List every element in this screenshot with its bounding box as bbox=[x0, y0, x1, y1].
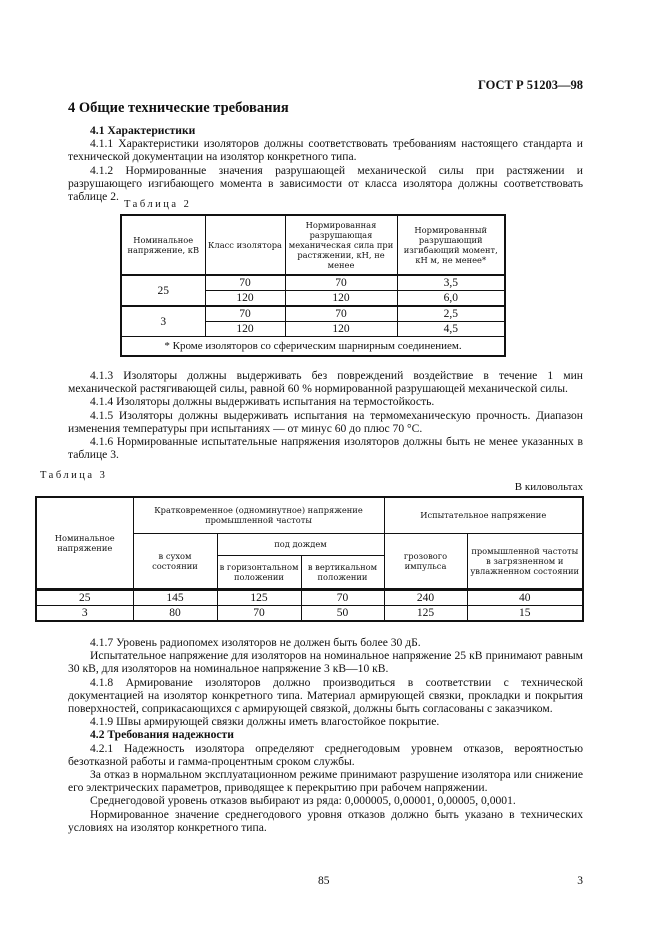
header-cell: промышленной частоты в загрязненном и увлажненном состоянии bbox=[467, 533, 583, 589]
paragraph: Нормированное значение среднегодового уровня отказов должно быть указано в технических условиях на изолятор конкретного типа. bbox=[68, 807, 583, 834]
cell: 80 bbox=[133, 605, 217, 621]
table-header-row bbox=[36, 497, 583, 533]
cell: 70 bbox=[205, 275, 285, 291]
table-header-row bbox=[121, 215, 505, 275]
cell: 3 bbox=[121, 306, 205, 337]
header-cell: Нормированный разрушающий изгибающий момент, кН м, не менее* bbox=[397, 215, 505, 275]
paragraph: Испытательное напряжение для изоляторов на номинальное напряжение 25 кВ принимают равным 30 кВ, для изоляторов на номинальное напряжение 3 кВ—10 кВ. bbox=[68, 649, 583, 676]
cell: 6,0 bbox=[397, 291, 505, 307]
cell: 120 bbox=[285, 291, 397, 307]
cell: 15 bbox=[467, 605, 583, 621]
cell: 240 bbox=[384, 589, 467, 605]
cell: 125 bbox=[217, 589, 301, 605]
paragraph: 4.1.5 Изоляторы должны выдерживать испытания на термомеханическую прочность. Диапазон изменения температуры при испытаниях — от минус 60 до плюс 70 °С. bbox=[68, 408, 583, 435]
header-cell: Кратковременное (одноминутное) напряжение промышленной частоты bbox=[133, 497, 384, 533]
cell: 120 bbox=[205, 322, 285, 337]
paragraph: 4.1.2 Нормированные значения разрушающей механической силы при растяжении и разрушающего изгибающего момента в зависимости от класса изолятора должны соответствовать таблице 2. bbox=[68, 163, 583, 204]
cell: 120 bbox=[285, 322, 397, 337]
page-number-right: 3 bbox=[577, 875, 583, 887]
cell: 25 bbox=[121, 275, 205, 306]
paragraph: Среднегодовой уровень отказов выбирают из ряда: 0,000005, 0,00001, 0,00005, 0,0001. bbox=[90, 794, 516, 808]
table-footnote-row bbox=[121, 337, 505, 357]
section-title: 4 Общие технические требования bbox=[68, 100, 289, 116]
block-1 bbox=[68, 124, 583, 203]
paragraph: 4.1.9 Швы армирующей связки должны иметь влагостойкое покрытие. bbox=[90, 715, 440, 729]
block-3 bbox=[68, 636, 583, 834]
cell: 70 bbox=[205, 306, 285, 322]
table-footnote: * Кроме изоляторов со сферическим шарнирным соединением. bbox=[121, 337, 505, 357]
cell: 70 bbox=[285, 275, 397, 291]
document-code: ГОСТ Р 51203—98 bbox=[477, 78, 583, 92]
paragraph: 4.1.1 Характеристики изоляторов должны соответствовать требованиям настоящего стандарта и технической документации на изолятор конкретного типа. bbox=[68, 137, 583, 164]
subsection-heading: 4.2 Требования надежности bbox=[90, 728, 234, 742]
table-row bbox=[121, 306, 505, 322]
subsection-heading: 4.1 Характеристики bbox=[90, 124, 196, 137]
paragraph: 4.2.1 Надежность изолятора определяют среднегодовым уровнем отказов, вероятностью безотказной работы и гамма-процентным сроком службы. bbox=[68, 741, 583, 768]
paragraph: За отказ в нормальном эксплуатационном режиме принимают разрушение изолятора или снижение его электрических параметров, приводящее к перекрытию при рабочем напряжении. bbox=[68, 768, 583, 795]
table-3-units: В киловольтах bbox=[514, 481, 583, 493]
header-cell: в горизонтальном положении bbox=[217, 555, 301, 589]
paragraph: 4.1.7 Уровень радиопомех изоляторов не должен быть более 30 дБ. bbox=[90, 636, 421, 649]
cell: 2,5 bbox=[397, 306, 505, 322]
cell: 145 bbox=[133, 589, 217, 605]
cell: 4,5 bbox=[397, 322, 505, 337]
cell: 70 bbox=[301, 589, 384, 605]
header-cell: Номинальное напряжение, кВ bbox=[121, 215, 205, 275]
table-2-caption: Таблица 2 bbox=[124, 199, 192, 210]
header-cell: Номинальное напряжение bbox=[36, 497, 133, 589]
header-cell: в сухом состоянии bbox=[133, 533, 217, 589]
cell: 125 bbox=[384, 605, 467, 621]
cell: 3 bbox=[36, 605, 133, 621]
table-3 bbox=[35, 496, 584, 622]
block-2 bbox=[68, 369, 583, 461]
cell: 70 bbox=[217, 605, 301, 621]
cell: 3,5 bbox=[397, 275, 505, 291]
page-number-center: 85 bbox=[318, 875, 330, 887]
paragraph: 4.1.4 Изоляторы должны выдерживать испытания на термостойкость. bbox=[90, 395, 435, 409]
table-3-caption: Таблица 3 bbox=[40, 470, 108, 481]
paragraph: 4.1.8 Армирование изоляторов должно производиться в соответствии с технической документацией на изолятор конкретного типа. Материал армирующей связки, прокладки и покрытия поверхностей, соприкасающихся с армирующей связкой, должны быть согласованы с заказчиком. bbox=[68, 675, 583, 716]
table-row bbox=[121, 275, 505, 291]
table-row bbox=[36, 589, 583, 605]
paragraph: 4.1.3 Изоляторы должны выдерживать без повреждений воздействие в течение 1 мин механической растягивающей силы, равной 60 % нормированной разрушающей механической силы. bbox=[68, 369, 583, 396]
cell: 120 bbox=[205, 291, 285, 307]
header-cell: Нормированная разрушающая механическая сила при растяжении, кН, не менее bbox=[285, 215, 397, 275]
table-row bbox=[36, 605, 583, 621]
header-cell: Класс изолятора bbox=[205, 215, 285, 275]
cell: 70 bbox=[285, 306, 397, 322]
table-2 bbox=[120, 214, 506, 357]
header-cell: грозового импульса bbox=[384, 533, 467, 589]
header-cell: в вертикальном положении bbox=[301, 555, 384, 589]
header-cell: Испытательное напряжение bbox=[384, 497, 583, 533]
cell: 50 bbox=[301, 605, 384, 621]
cell: 25 bbox=[36, 589, 133, 605]
cell: 40 bbox=[467, 589, 583, 605]
header-cell: под дождем bbox=[217, 533, 384, 555]
paragraph: 4.1.6 Нормированные испытательные напряжения изоляторов должны быть не менее указанных в таблице 3. bbox=[68, 435, 583, 462]
